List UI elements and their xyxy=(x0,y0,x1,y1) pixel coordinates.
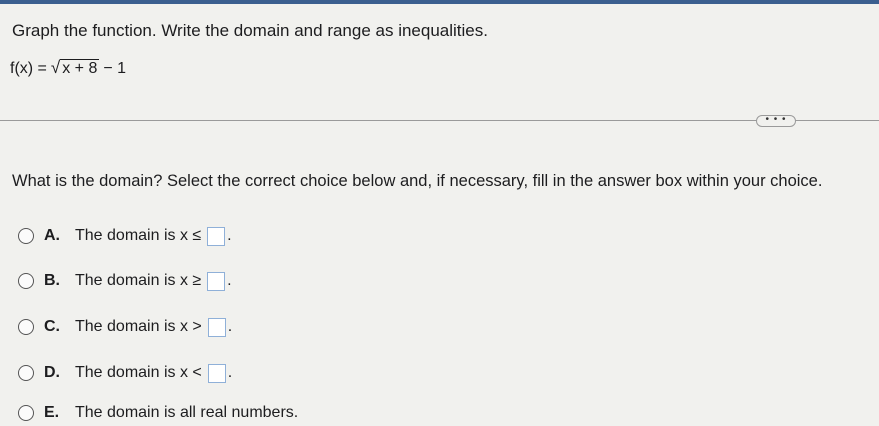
choice-letter: D. xyxy=(44,364,60,381)
choice-letter: B. xyxy=(44,272,60,289)
answer-box[interactable] xyxy=(207,272,225,291)
radio-button[interactable] xyxy=(18,228,34,244)
choice-text: The domain is x > xyxy=(75,318,202,335)
choice-text: The domain is x ≥ xyxy=(75,272,202,289)
top-accent-bar xyxy=(0,0,879,4)
section-divider xyxy=(0,120,879,121)
function-expression xyxy=(10,58,126,80)
choice-letter: A. xyxy=(44,227,60,244)
choice-e[interactable] xyxy=(18,401,298,425)
function-tail: − 1 xyxy=(103,60,127,77)
root-symbol: √ xyxy=(50,58,61,77)
choice-period: . xyxy=(227,364,233,381)
choice-a[interactable] xyxy=(18,224,232,248)
choice-b[interactable] xyxy=(18,269,232,293)
answer-box[interactable] xyxy=(208,364,226,383)
instruction-text: Graph the function. Write the domain and range as inequalities. xyxy=(12,21,488,40)
choice-period: . xyxy=(227,272,232,289)
choice-text: The domain is x ≤ xyxy=(75,227,202,244)
radicand: x + 8 xyxy=(62,60,98,77)
function-lhs: f(x) = xyxy=(10,60,47,77)
radio-button[interactable] xyxy=(18,405,34,421)
answer-box[interactable] xyxy=(208,318,226,337)
radio-button[interactable] xyxy=(18,273,34,289)
choice-text: The domain is x < xyxy=(75,364,202,381)
radio-button[interactable] xyxy=(18,319,34,335)
choice-c[interactable] xyxy=(18,315,232,339)
more-options-button[interactable]: • • • xyxy=(756,115,796,127)
choice-d[interactable] xyxy=(18,361,232,385)
choice-letter: C. xyxy=(44,318,60,335)
question-text: What is the domain? Select the correct choice below and, if necessary, fill in the answer box within your choice. xyxy=(12,172,823,190)
choice-letter: E. xyxy=(44,404,60,421)
choice-text: The domain is all real numbers. xyxy=(75,404,299,421)
square-root xyxy=(51,58,99,78)
answer-box[interactable] xyxy=(207,227,225,246)
choice-period: . xyxy=(227,318,233,335)
radio-button[interactable] xyxy=(18,365,34,381)
choice-period: . xyxy=(227,227,232,244)
